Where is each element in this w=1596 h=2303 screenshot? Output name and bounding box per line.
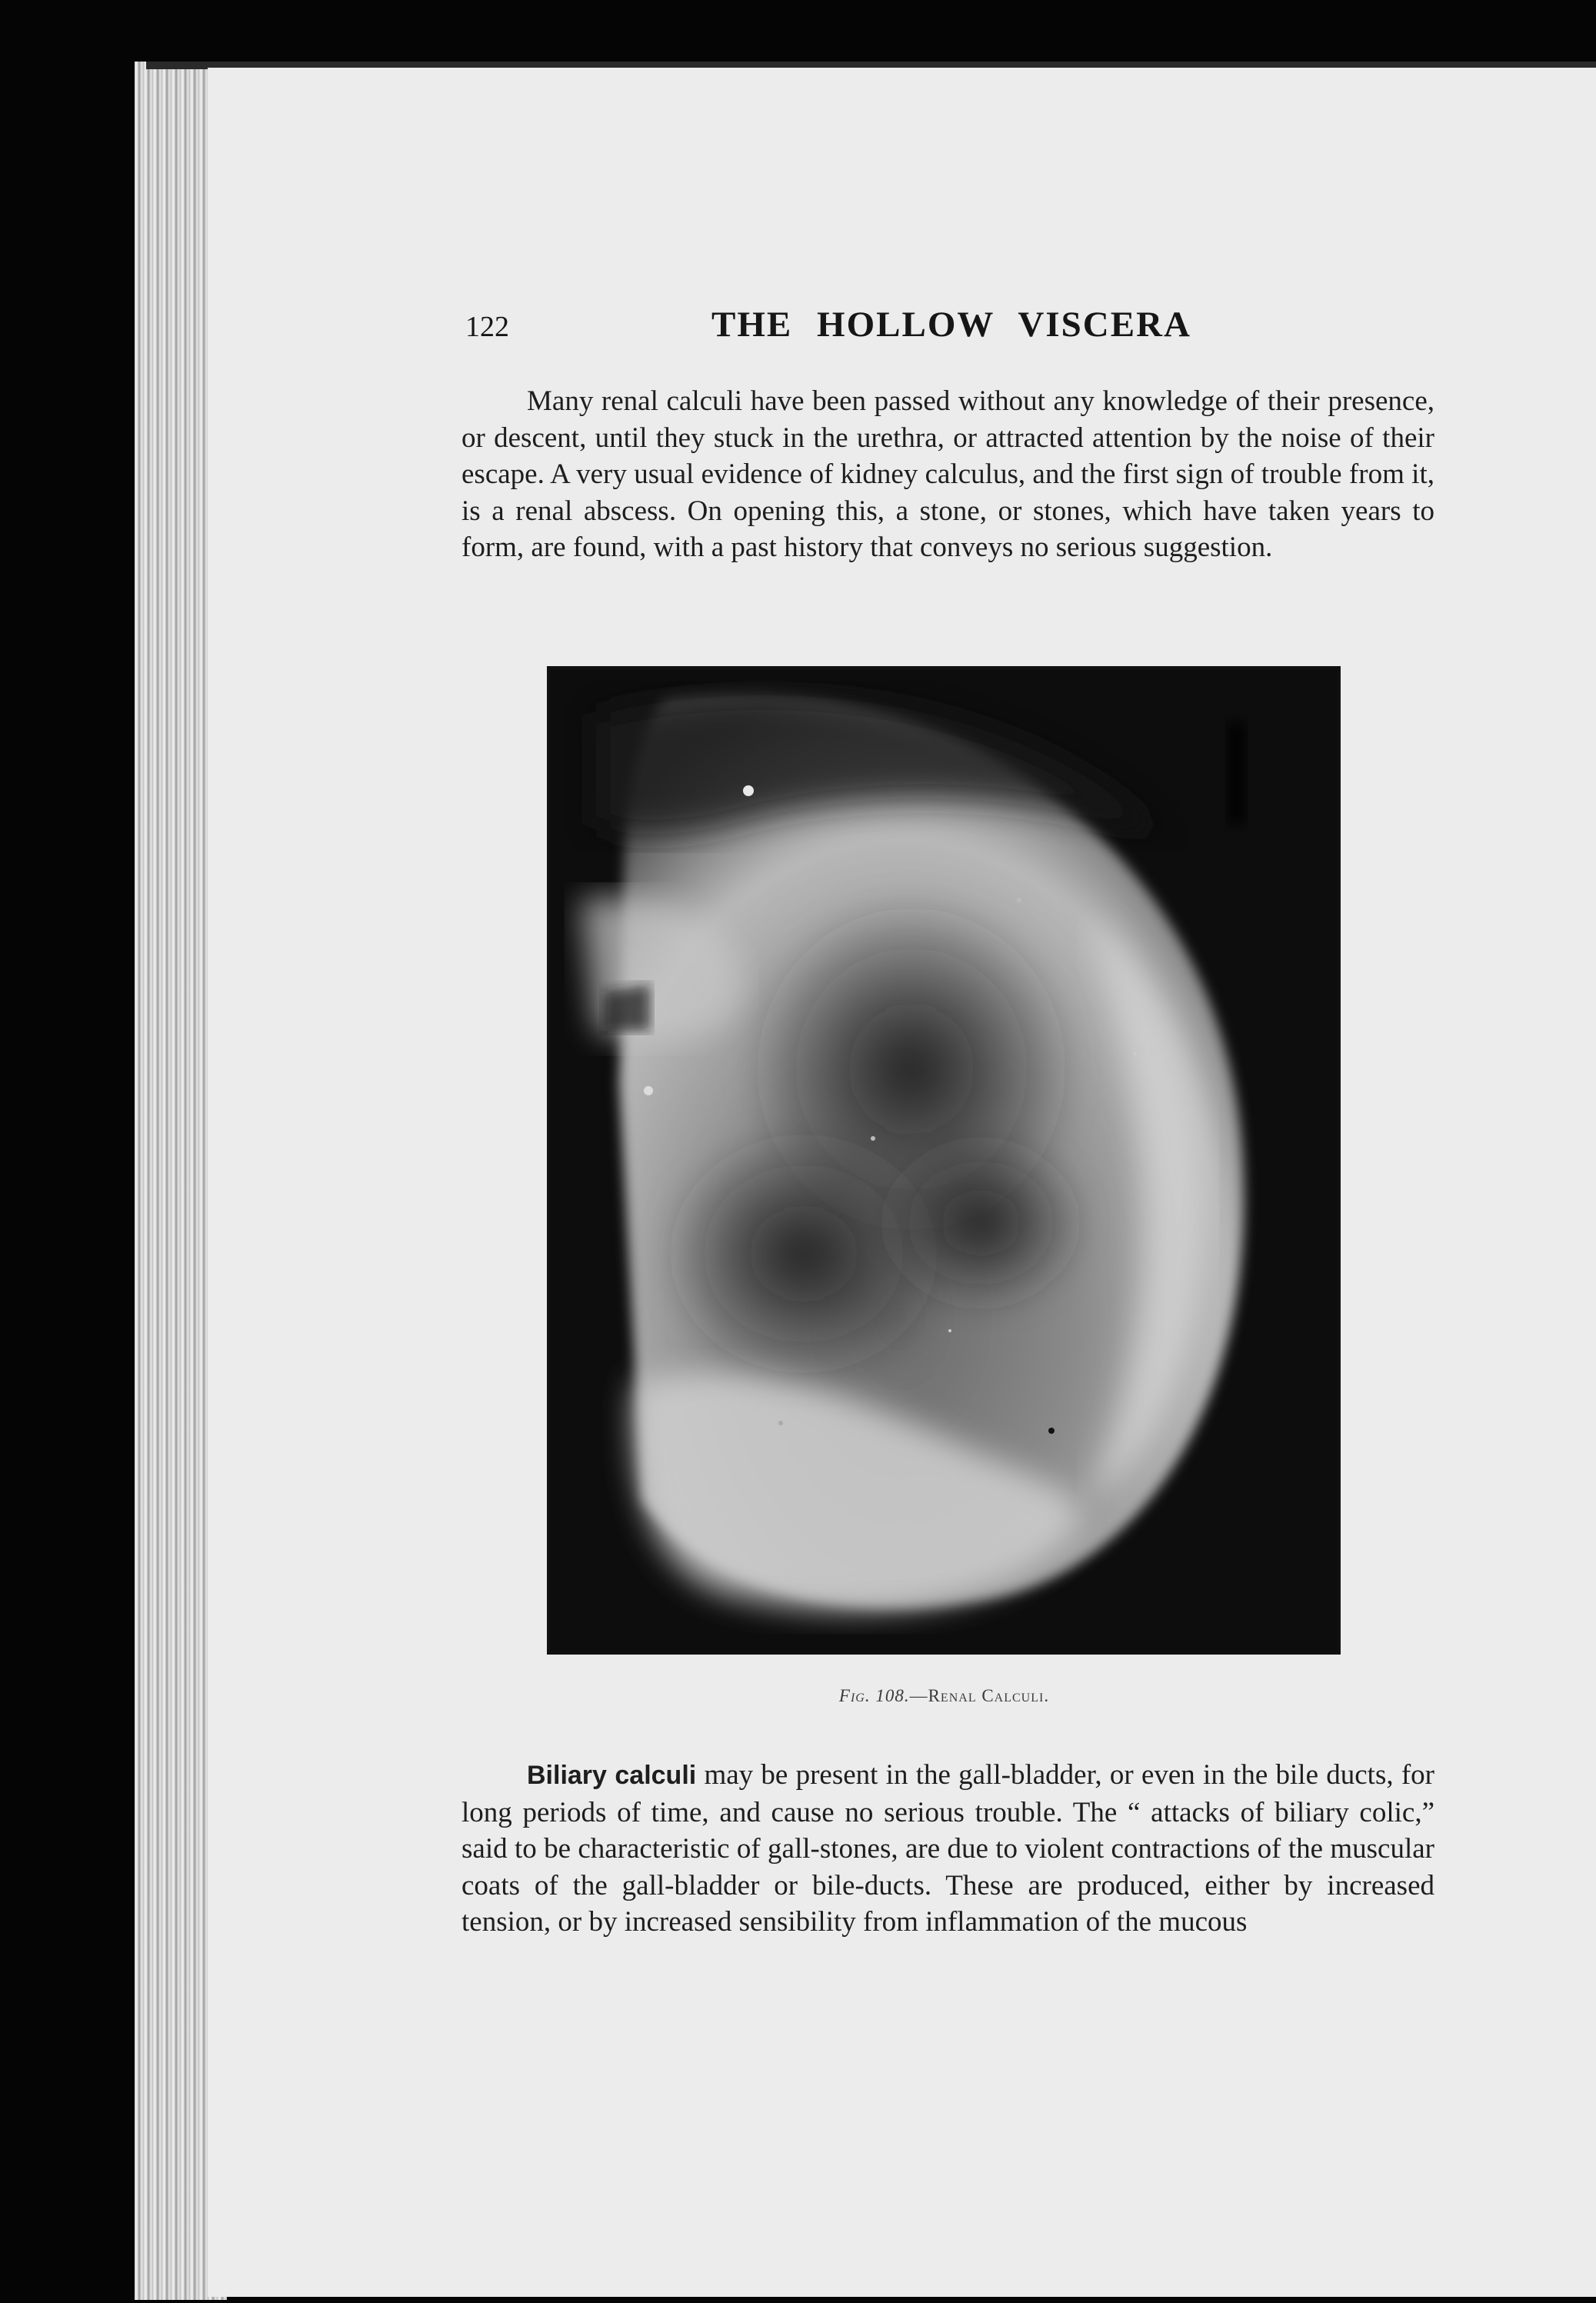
paragraph-renal-calculi [461,383,1434,566]
paragraph-biliary-calculi [461,1757,1434,1941]
renal-calculus-image [550,669,1338,1651]
running-title: THE HOLLOW VISCERA [711,305,1191,345]
paragraph-lead-term: Biliary calculi [527,1761,697,1790]
figure-title: —Renal Calculi. [909,1686,1050,1705]
figure-caption [538,1686,1350,1706]
figure-label: Fig. 108. [838,1686,910,1705]
paragraph-text: Many renal calculi have been passed without any knowledge of their presence, or descent, until they stuck in the urethra, or attracted attention by the noise of their escape. A very usual evidence of kidney calculus, and the first sign of trouble from it, is a renal abscess. On opening this, a stone, or stones, which have taken years to form, are found, with a past history that conveys no serious suggestion. [461,385,1434,563]
figure-renal-calculi-photo [547,666,1341,1655]
running-header [465,304,1431,358]
page-number: 122 [465,311,509,343]
paragraph-text: may be present in the gall-bladder, or even in the bile ducts, for long periods of time, and cause no serious trouble. The “ attacks of biliary colic,” said to be characteristic of gall-stones, are due to violent contractions of the muscular coats of the gall-bladder or bile-ducts. These are produced, either by increased tension, or by increased sensibility from inflammation of the mucous [461,1759,1434,1938]
